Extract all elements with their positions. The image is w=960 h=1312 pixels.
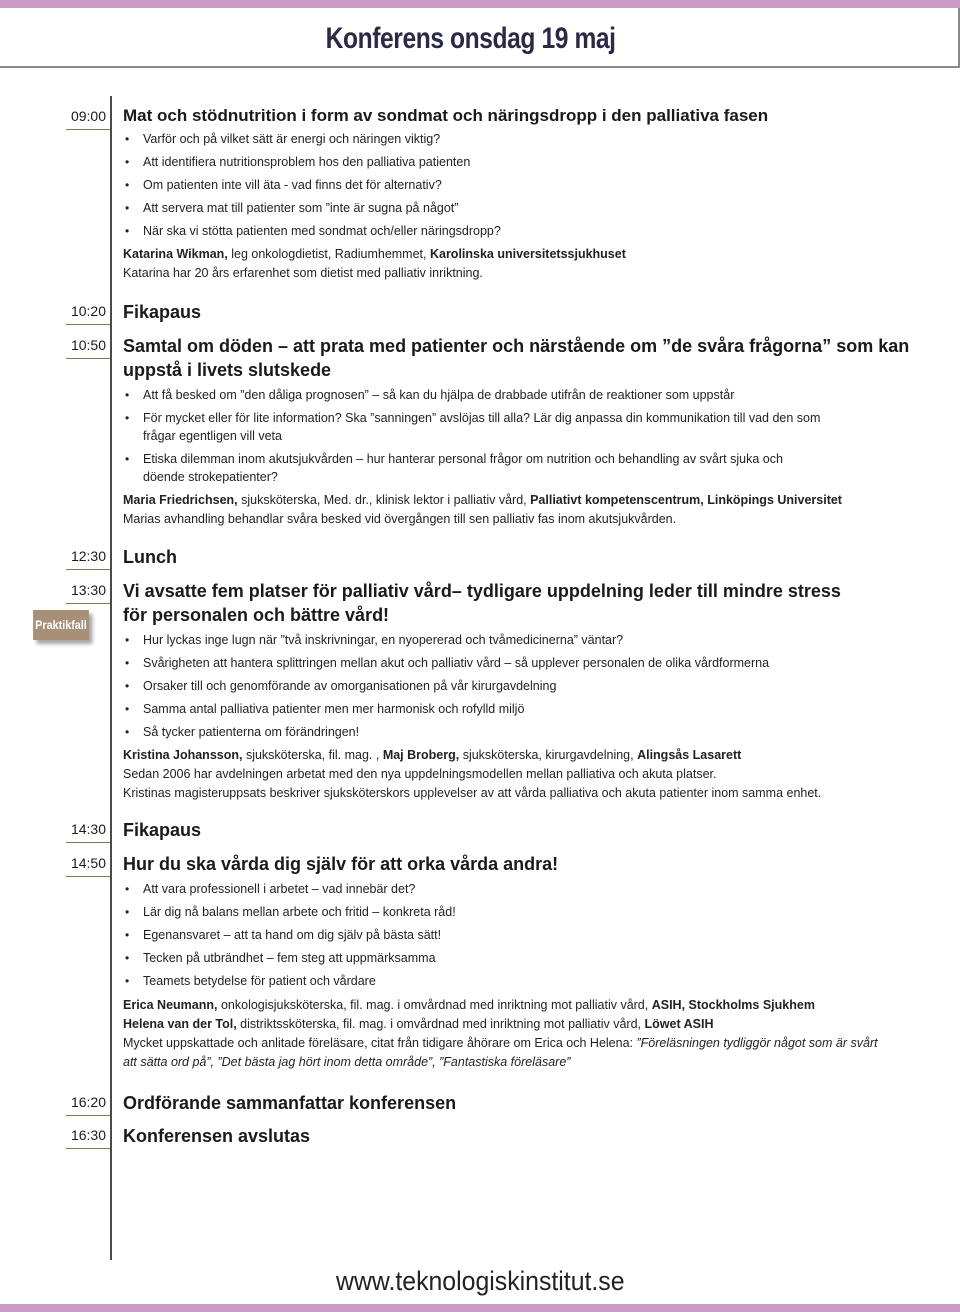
time-1230: 12:30 [62, 548, 106, 566]
time-0900: 09:00 [62, 108, 106, 126]
list-item: • När ska vi stötta patienten med sondmat och/eller näringsdropp? [125, 224, 501, 238]
list-item: • Att identifiera nutritionsproblem hos den palliativa patienten [125, 155, 471, 169]
session-title: Konferensen avslutas [123, 1126, 311, 1146]
speaker-info: Kristina Johansson, sjuksköterska, fil. mag. , Maj Broberg, sjuksköterska, kirurgavdelning, Alingsås Lasarett [123, 748, 742, 762]
list-item: • Egenansvaret – att ta hand om dig själv på bästa sätt! [125, 928, 442, 942]
session-title: Fikapaus [123, 820, 202, 840]
list-item: • Lär dig nå balans mellan arbete och fritid – konkreta råd! [125, 905, 456, 919]
session-1330 [123, 579, 923, 803]
list-item: • Svårigheten att hantera splittringen mellan akut och palliativ vård – så upplever personalen de olika vårdformerna [125, 656, 770, 670]
list-item: • Hur lyckas inge lugn när ”två inskrivningar, en nyopererad och tvåmedicinerna” väntar? [125, 633, 624, 647]
session-title: Lunch [123, 547, 177, 567]
list-item: • För mycket eller för lite information? Ska ”sanningen” avslöjas till alla? Lär dig anpassa din kommunikation till vad den som frågar egentligen vill veta [125, 411, 821, 443]
session-1450 [123, 852, 923, 1072]
list-item: • Så tycker patienterna om förändringen! [125, 725, 360, 739]
session-1620 [123, 1091, 923, 1115]
top-accent-bar [0, 0, 960, 8]
speaker-info: Maria Friedrichsen, sjuksköterska, Med. dr., klinisk lektor i palliativ vård, Palliativt kompetenscentrum, Linköpings Universitet [123, 493, 842, 507]
speaker-info: Katarina Wikman, leg onkologdietist, Radiumhemmet, Karolinska universitetssjukhuset [123, 247, 626, 261]
list-item: • Att få besked om ”den dåliga prognosen” – så kan du hjälpa de drabbade utifrån de reaktioner som uppstår [125, 388, 735, 402]
list-item: • Samma antal palliativa patienter men mer harmonisk och rofylld miljö [125, 702, 525, 716]
list-item: • Om patienten inte vill äta - vad finns det för alternativ? [125, 178, 442, 192]
case-study-badge: Praktikfall [33, 610, 89, 640]
list-item: • Att vara professionell i arbetet – vad innebär det? [125, 882, 416, 896]
time-1630: 16:30 [62, 1127, 106, 1145]
session-1050 [123, 334, 923, 529]
list-item: • Teamets betydelse för patient och vårdare [125, 974, 376, 988]
time-1430: 14:30 [62, 821, 106, 839]
session-0900 [123, 104, 923, 283]
time-1450: 14:50 [62, 855, 106, 873]
session-title-line1: Vi avsatte fem platser för palliativ vård– tydligare uppdelning leder till mindre stress [123, 581, 841, 601]
speaker-note: Marias avhandling behandlar svåra besked vid övergången till sen palliativ fas inom akutsjukvården. [123, 512, 677, 526]
time-1020: 10:20 [62, 303, 106, 321]
footer-website-link[interactable]: www.teknologiskinstitut.se [336, 1266, 625, 1296]
list-item: • Tecken på utbrändhet – fem steg att uppmärksamma [125, 951, 436, 965]
session-title: Ordförande sammanfattar konferensen [123, 1093, 457, 1113]
page-title: Konferens onsdag 19 maj [326, 22, 616, 55]
speaker-note: Kristinas magisteruppsats beskriver sjuksköterskors upplevelser av att vårda palliativa och akuta patienter inom samma enhet. [123, 786, 822, 800]
speaker-note: Mycket uppskattade och anlitade föreläsare, citat från tidigare åhörare om Erica och Helena: ”Föreläsningen tydliggör något som är svårt att sätta ord på”, ”Det bästa jag hört inom detta område”, ”Fantastiska föreläsare” [123, 1036, 878, 1069]
session-title-line1: Samtal om döden – att prata med patienter och närstående om ”de svåra frågorna” som kan [123, 336, 910, 356]
speaker-note: Sedan 2006 har avdelningen arbetat med den nya uppdelningsmodellen mellan palliativa och akuta platser. [123, 767, 717, 781]
time-1050: 10:50 [62, 337, 106, 355]
session-1430 [123, 818, 923, 842]
time-1330: 13:30 [62, 582, 106, 600]
list-item: • Orsaker till och genomförande av omorganisationen på vår kirurgavdelning [125, 679, 557, 693]
session-1230 [123, 545, 923, 569]
list-item: • Varför och på vilket sätt är energi och näringen viktig? [125, 132, 441, 146]
list-item: • Att servera mat till patienter som ”inte är sugna på något” [125, 201, 459, 215]
time-1620: 16:20 [62, 1094, 106, 1112]
speaker-note: Katarina har 20 års erfarenhet som dietist med palliativ inriktning. [123, 266, 483, 280]
session-title: Hur du ska vårda dig själv för att orka vårda andra! [123, 854, 559, 874]
bottom-accent-bar [0, 1304, 960, 1312]
session-1020 [123, 300, 923, 324]
session-1630 [123, 1124, 923, 1148]
timeline-divider [110, 96, 112, 1260]
session-title: Fikapaus [123, 302, 202, 322]
session-title: Mat och stödnutrition i form av sondmat och näringsdropp i den palliativa fasen [123, 106, 769, 125]
session-title-line2: för personalen och bättre vård! [123, 605, 390, 625]
session-title-line2: uppstå i livets slutskede [123, 360, 332, 380]
list-item: • Etiska dilemman inom akutsjukvården – hur hanterar personal frågor om nutrition och behandling av svårt sjuka och döende strokepatienter? [125, 452, 783, 484]
speaker-info: Erica Neumann, onkologisjuksköterska, fil. mag. i omvårdnad med inriktning mot palliativ vård, ASIH, Stockholms Sjukhem [123, 998, 815, 1012]
speaker-info-2: Helena van der Tol, distriktssköterska, fil. mag. i omvårdnad med inriktning mot palliativ vård, Löwet ASIH [123, 1017, 714, 1031]
